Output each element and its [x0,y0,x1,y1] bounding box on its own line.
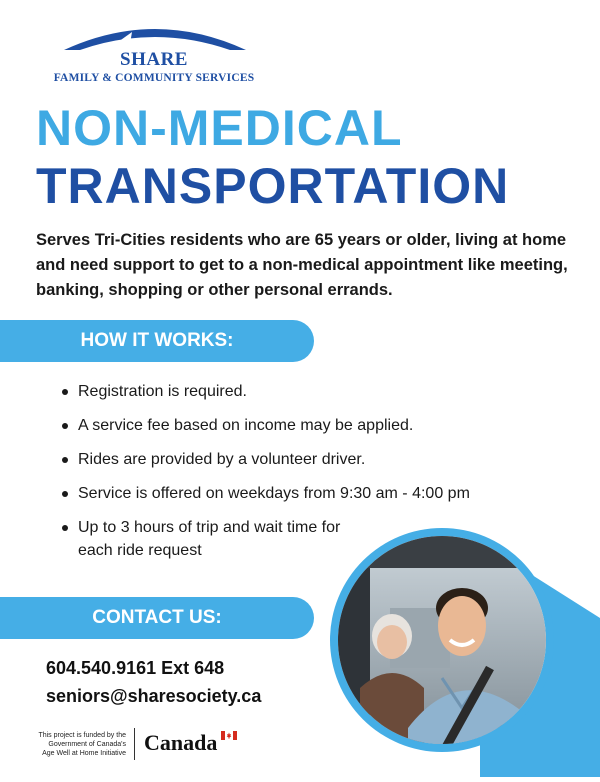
contact-label: CONTACT US: [92,607,222,628]
logo-subtitle: FAMILY & COMMUNITY SERVICES [53,72,255,84]
list-item: Up to 3 hours of trip and wait time for each ride request [60,516,368,562]
funding-note [32,731,126,758]
intro-text: Serves Tri-Cities residents who are 65 years or older, living at home and need support to get to a non-medical appointment like meeting, banking, shopping or other personal errands. [36,231,568,299]
canada-wordmark: Canada [144,730,218,755]
list-item: Registration is required. [60,380,580,403]
funding-line-1: This project is funded by the [38,732,126,739]
list-item: Service is offered on weekdays from 9:30 am - 4:00 pm [60,482,580,505]
funding-line-3: Age Well at Home Initiative [42,750,126,757]
logo-arch-icon [60,22,250,52]
share-logo [38,22,270,88]
logo-name: SHARE [120,49,188,70]
how-it-works-heading [0,320,314,362]
canada-flag-icon [221,731,237,740]
title-line-1: NON-MEDICAL [36,100,403,156]
list-item: Rides are provided by a volunteer driver. [60,448,580,471]
photo-frame [330,528,600,777]
title-line-2: TRANSPORTATION [36,158,510,214]
contact-phone[interactable]: 604.540.9161 Ext 648 [46,658,225,678]
driver-with-senior-passenger-photo [330,528,600,777]
list-item: A service fee based on income may be applied. [60,414,580,437]
how-it-works-label: HOW IT WORKS: [80,330,234,351]
funding-line-2: Government of Canada's [48,741,126,748]
contact-heading [0,597,314,639]
funding-divider [134,728,135,760]
contact-email[interactable]: seniors@sharesociety.ca [46,686,262,706]
